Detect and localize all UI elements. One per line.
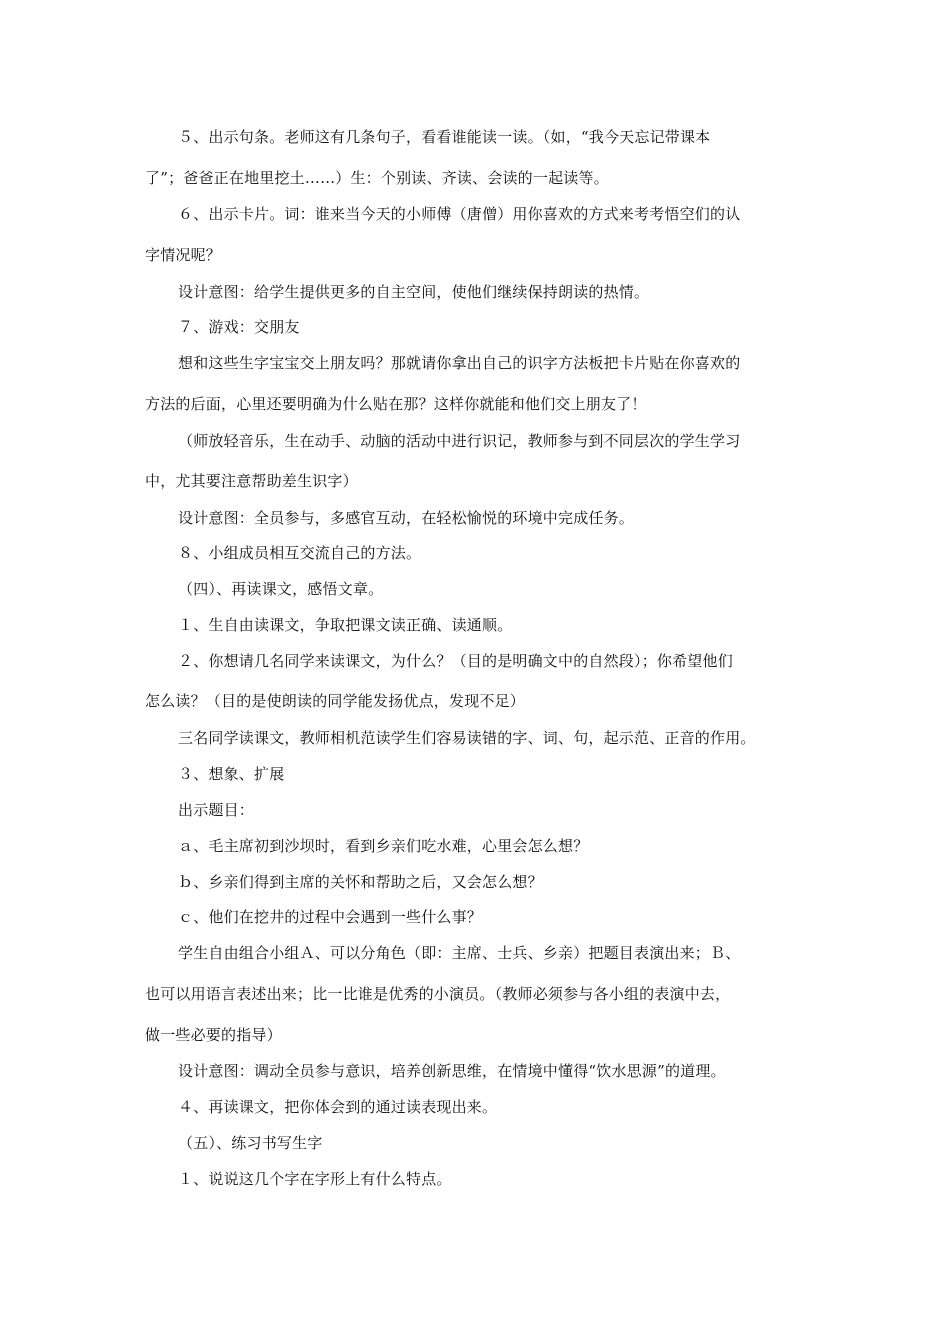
text-line: 设计意图：调动全员参与意识，培养创新思维，在情境中懂得“饮水思源”的道理。 <box>178 1062 726 1080</box>
text-line: 出示题目： <box>178 801 255 819</box>
text-line: ａ、毛主席初到沙坝时，看到乡亲们吃水难，心里会怎么想？ <box>178 837 589 855</box>
text-line: ｃ、他们在挖井的过程中会遇到一些什么事？ <box>178 908 483 926</box>
text-line: 做一些必要的指导） <box>145 1026 282 1044</box>
text-line: ２、你想请几名同学来读课文，为什么？（目的是明确文中的自然段）；你希望他们 <box>178 652 733 670</box>
text-line: ｂ、乡亲们得到主席的关怀和帮助之后，又会怎么想？ <box>178 873 543 891</box>
text-line: １、生自由读课文，争取把课文读正确、读通顺。 <box>178 616 513 634</box>
text-line: 中，尤其要注意帮助差生识字） <box>145 472 358 490</box>
text-line: 怎么读？（目的是使朗读的同学能发扬优点，发现不足） <box>145 692 526 710</box>
text-line: １、说说这几个字在字形上有什么特点。 <box>178 1170 452 1188</box>
text-line: ４、再读课文，把你体会到的通过读表现出来。 <box>178 1098 498 1116</box>
text-line: （四）、再读课文，感悟文章。 <box>178 580 384 598</box>
text-line: ７、游戏：交朋友 <box>178 318 300 336</box>
text-line: 了”；爸爸正在地里挖土……）生：个别读、齐读、会读的一起读等。 <box>145 169 609 187</box>
text-line: 设计意图：全员参与，多感官互动，在轻松愉悦的环境中完成任务。 <box>178 509 635 527</box>
text-line: 字情况呢？ <box>145 246 222 264</box>
text-line: （五）、练习书写生字 <box>178 1134 323 1152</box>
text-line: 也可以用语言表述出来；比一比谁是优秀的小演员。（教师必须参与各小组的表演中去， <box>145 985 731 1003</box>
text-line: ６、出示卡片。词：谁来当今天的小师傅（唐僧）用你喜欢的方式来考考悟空们的认 <box>178 205 741 223</box>
text-line: ８、小组成员相互交流自己的方法。 <box>178 544 422 562</box>
text-line: 方法的后面，心里还要明确为什么贴在那？这样你就能和他们交上朋友了！ <box>145 395 647 413</box>
text-line: （师放轻音乐，生在动手、动脑的活动中进行识记，教师参与到不同层次的学生学习 <box>178 432 741 450</box>
text-line: ３、想象、扩展 <box>178 765 285 783</box>
text-line: 三名同学读课文，教师相机范读学生们容易读错的字、词、句，起示范、正音的作用。 <box>178 729 756 747</box>
text-line: 设计意图：给学生提供更多的自主空间，使他们继续保持朗读的热情。 <box>178 283 650 301</box>
text-line: ５、出示句条。老师这有几条句子，看看谁能读一读。（如，“我今天忘记带课本 <box>178 128 711 146</box>
text-line: 想和这些生字宝宝交上朋友吗？那就请你拿出自己的识字方法板把卡片贴在你喜欢的 <box>178 354 741 372</box>
text-line: 学生自由组合小组Ａ、可以分角色（即：主席、士兵、乡亲）把题目表演出来；Ｂ、 <box>178 944 741 962</box>
